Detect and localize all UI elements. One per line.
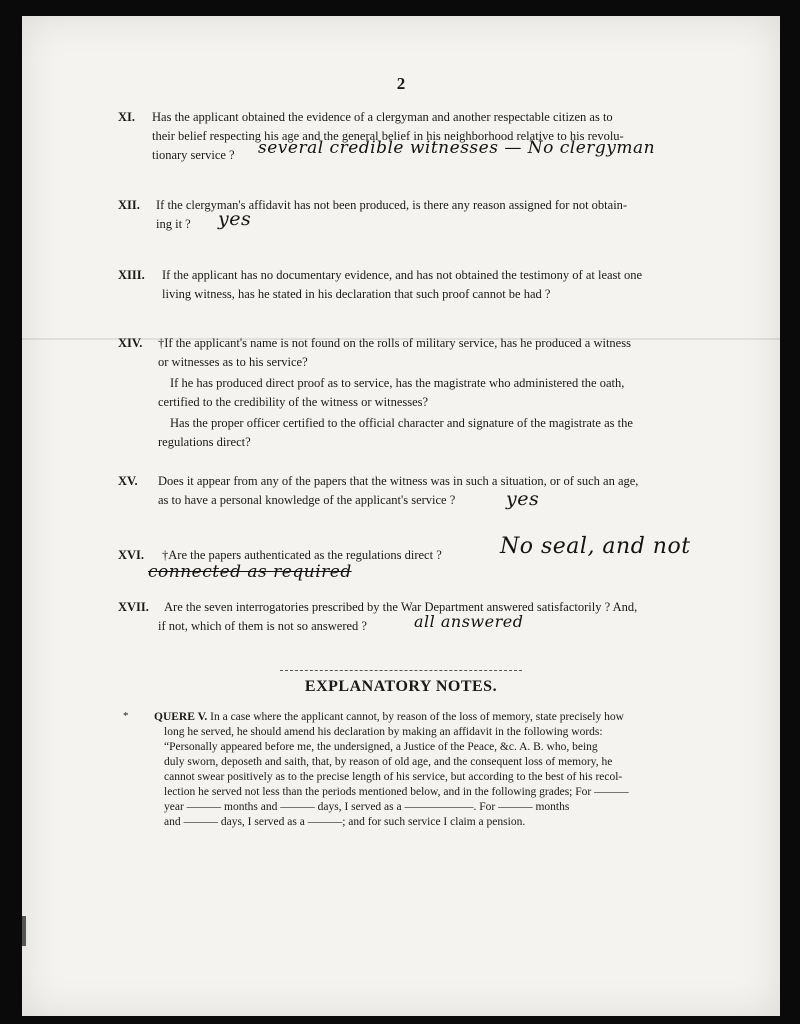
- question-line: tionary service ?: [152, 148, 235, 162]
- document-page: [22, 16, 780, 1016]
- question-line: If the applicant has no documentary evidence, and has not obtained the testimony of at least one: [162, 268, 643, 282]
- notes-line: long he served, he should amend his declaration by making an affidavit in the following words:: [164, 726, 603, 738]
- question-line: Are the seven interrogatories prescribed by the War Department answered satisfactorily ? And,: [164, 600, 638, 614]
- question-line: Does it appear from any of the papers that the witness was in such a situation, or of such an age,: [158, 474, 639, 488]
- divider-rule: [280, 670, 522, 671]
- question-line: living witness, has he stated in his declaration that such proof cannot be had ?: [162, 287, 551, 301]
- explanatory-notes: [154, 710, 720, 830]
- notes-line: “Personally appeared before me, the undersigned, a Justice of the Peace, &c. A. B. who, being: [164, 741, 598, 753]
- footnote-marker: *: [123, 710, 129, 722]
- question-number: XIV.: [118, 336, 143, 350]
- notes-line: cannot swear positively as to the precise length of his service, but according to the best of his recol-: [164, 771, 623, 783]
- edge-mark: [22, 916, 26, 946]
- handwritten-answer-xv: yes: [506, 488, 540, 510]
- question-number: XVII.: [118, 600, 149, 614]
- notes-line: [154, 710, 720, 725]
- notes-line: lection he served not less than the periods mentioned below, and in the following grades; For ———: [164, 786, 629, 798]
- question-number: XII.: [118, 198, 140, 212]
- question-number: XVI.: [118, 548, 145, 562]
- page-number: 2: [396, 74, 406, 93]
- question-line: if not, which of them is not so answered ?: [158, 619, 367, 633]
- question-line: or witnesses as to his service?: [158, 355, 308, 369]
- question-line: If he has produced direct proof as to service, has the magistrate who administered the oath,: [170, 376, 625, 390]
- handwritten-answer-xii: yes: [218, 208, 252, 230]
- question-number: XIII.: [118, 268, 145, 282]
- handwritten-answer-xvi-line2: connected as required: [148, 562, 352, 582]
- question-line: ing it ?: [156, 217, 191, 231]
- question-line: certified to the credibility of the witness or witnesses?: [158, 395, 429, 409]
- question-line: †Are the papers authenticated as the regulations direct ?: [162, 548, 442, 562]
- notes-line: year ——— months and ——— days, I served as a ——————. For ——— months: [164, 801, 570, 813]
- handwritten-answer-xvii: all answered: [414, 612, 524, 631]
- question-line: regulations direct?: [158, 435, 251, 449]
- question-line: their belief respecting his age and the general belief in his neighborhood relative to his revolu-: [152, 129, 624, 143]
- question-number: XI.: [118, 110, 136, 124]
- question-line: as to have a personal knowledge of the applicant's service ?: [158, 493, 456, 507]
- question-line: Has the proper officer certified to the official character and signature of the magistrate as the: [170, 416, 633, 430]
- question-line: If the clergyman's affidavit has not been produced, is there any reason assigned for not obtain-: [156, 198, 628, 212]
- handwritten-answer-xvi: No seal, and not: [500, 534, 691, 559]
- question-line: Has the applicant obtained the evidence of a clergyman and another respectable citizen as to: [152, 110, 613, 124]
- notes-line: duly sworn, deposeth and saith, that, by reason of old age, and the consequent loss of memory, he: [164, 756, 613, 768]
- question-number: XV.: [118, 474, 138, 488]
- notes-text: In a case where the applicant cannot, by reason of the loss of memory, state precisely how: [210, 711, 624, 723]
- handwritten-answer-xi: several credible witnesses — No clergyman: [258, 138, 656, 158]
- notes-title: EXPLANATORY NOTES.: [304, 678, 498, 695]
- question-line: †If the applicant's name is not found on the rolls of military service, has he produced a witness: [158, 336, 631, 350]
- notes-lead: QUERE V.: [154, 711, 208, 723]
- notes-line: and ——— days, I served as a ———; and for such service I claim a pension.: [164, 816, 526, 828]
